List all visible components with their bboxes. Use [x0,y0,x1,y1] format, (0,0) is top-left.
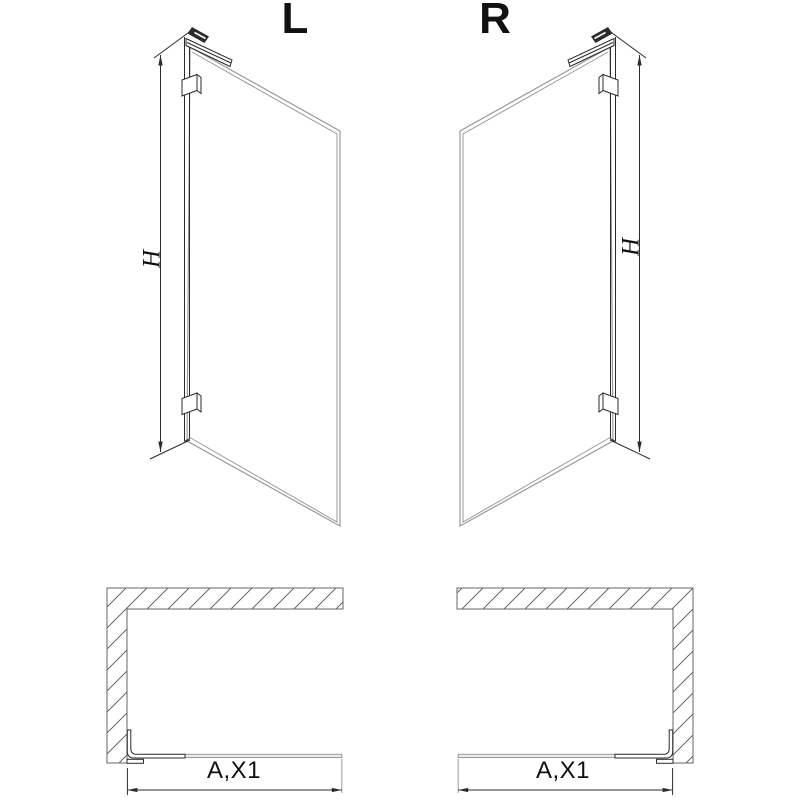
wall-profile-plan [127,730,185,758]
width-dimension-label-right: A,X1 [535,757,591,784]
dimension-arrow-right [663,788,673,792]
wall-section-hatched [107,588,343,763]
profile-foot-plan [657,759,674,763]
variant-label-left: L [281,0,309,43]
elevation-right-panel [460,27,650,526]
width-dimension-label-left: A,X1 [206,757,262,784]
variant-label-right: R [479,0,511,43]
wall-section-hatched [457,588,693,763]
elevation-left-panel [150,27,340,526]
height-dimension-label-left: H [138,249,166,269]
dimension-arrow-down [158,442,162,453]
height-dimension-label-right: H [617,237,645,257]
dimension-arrow-up [158,55,162,66]
dimension-arrow-right [332,788,342,792]
profile-foot-plan [127,759,144,763]
dimension-arrow-left [127,788,137,792]
height-dim-extension-bottom [150,440,190,459]
glass-panel [187,47,340,526]
wall-profile-plan [615,730,673,758]
dimension-arrow-left [458,788,468,792]
